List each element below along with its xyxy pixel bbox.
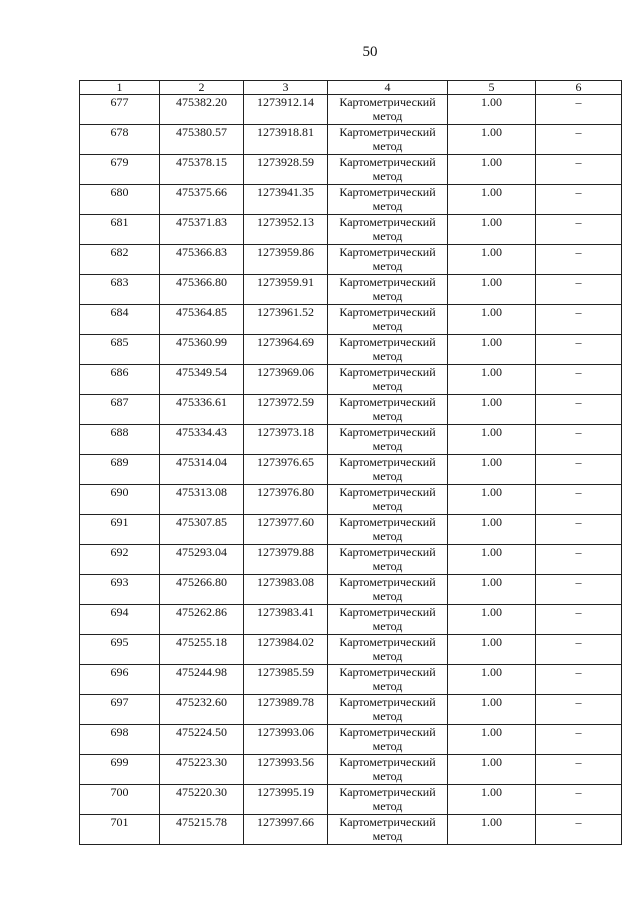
accuracy-cell: 1.00 (448, 125, 536, 155)
method-line-2: метод (372, 829, 403, 843)
note-cell: – (536, 455, 622, 485)
method-line-2: метод (372, 799, 403, 813)
method-cell (328, 785, 448, 815)
x-coordinate-cell: 475314.04 (160, 455, 244, 485)
x-coordinate-cell: 475360.99 (160, 335, 244, 365)
method-line-2: метод (372, 679, 403, 693)
note-cell: – (536, 155, 622, 185)
accuracy-cell: 1.00 (448, 485, 536, 515)
accuracy-cell: 1.00 (448, 365, 536, 395)
accuracy-cell: 1.00 (448, 665, 536, 695)
point-number-cell: 687 (80, 395, 160, 425)
accuracy-cell: 1.00 (448, 785, 536, 815)
column-header: 6 (536, 81, 622, 95)
method-line-1: Картометрический (339, 515, 436, 529)
method-cell (328, 155, 448, 185)
method-line-1: Картометрический (339, 545, 436, 559)
method-line-1: Картометрический (339, 305, 436, 319)
point-number-cell: 700 (80, 785, 160, 815)
method-line-1: Картометрический (339, 575, 436, 589)
y-coordinate-cell: 1273985.59 (244, 665, 328, 695)
method-cell (328, 215, 448, 245)
method-line-1: Картометрический (339, 635, 436, 649)
method-cell (328, 575, 448, 605)
x-coordinate-cell: 475223.30 (160, 755, 244, 785)
header-row (80, 81, 622, 95)
x-coordinate-cell: 475215.78 (160, 815, 244, 845)
method-cell (328, 485, 448, 515)
method-line-1: Картометрический (339, 95, 436, 109)
method-line-2: метод (372, 319, 403, 333)
x-coordinate-cell: 475293.04 (160, 545, 244, 575)
method-cell (328, 425, 448, 455)
method-line-2: метод (372, 199, 403, 213)
point-number-cell: 698 (80, 725, 160, 755)
column-header: 4 (328, 81, 448, 95)
method-line-1: Картометрический (339, 215, 436, 229)
y-coordinate-cell: 1273995.19 (244, 785, 328, 815)
y-coordinate-cell: 1273959.91 (244, 275, 328, 305)
method-cell (328, 605, 448, 635)
table-row (80, 395, 622, 425)
x-coordinate-cell: 475371.83 (160, 215, 244, 245)
table-row (80, 575, 622, 605)
table-row (80, 785, 622, 815)
table-row (80, 755, 622, 785)
x-coordinate-cell: 475382.20 (160, 95, 244, 125)
method-line-2: метод (372, 409, 403, 423)
table-row (80, 95, 622, 125)
table-row (80, 485, 622, 515)
note-cell: – (536, 305, 622, 335)
table-row (80, 545, 622, 575)
method-line-2: метод (372, 229, 403, 243)
note-cell: – (536, 665, 622, 695)
x-coordinate-cell: 475366.80 (160, 275, 244, 305)
page-number: 50 (362, 44, 378, 60)
x-coordinate-cell: 475336.61 (160, 395, 244, 425)
x-coordinate-cell: 475364.85 (160, 305, 244, 335)
table-row (80, 665, 622, 695)
method-line-1: Картометрический (339, 365, 436, 379)
table-row (80, 365, 622, 395)
x-coordinate-cell: 475262.86 (160, 605, 244, 635)
point-number-cell: 701 (80, 815, 160, 845)
table-body (80, 95, 622, 845)
x-coordinate-cell: 475375.66 (160, 185, 244, 215)
x-coordinate-cell: 475378.15 (160, 155, 244, 185)
point-number-cell: 693 (80, 575, 160, 605)
y-coordinate-cell: 1273984.02 (244, 635, 328, 665)
method-cell (328, 95, 448, 125)
note-cell: – (536, 95, 622, 125)
y-coordinate-cell: 1273983.41 (244, 605, 328, 635)
note-cell: – (536, 515, 622, 545)
point-number-cell: 679 (80, 155, 160, 185)
accuracy-cell: 1.00 (448, 155, 536, 185)
y-coordinate-cell: 1273912.14 (244, 95, 328, 125)
accuracy-cell: 1.00 (448, 635, 536, 665)
y-coordinate-cell: 1273976.65 (244, 455, 328, 485)
method-line-1: Картометрический (339, 725, 436, 739)
y-coordinate-cell: 1273997.66 (244, 815, 328, 845)
table-row (80, 425, 622, 455)
method-cell (328, 395, 448, 425)
method-line-1: Картометрический (339, 395, 436, 409)
y-coordinate-cell: 1273972.59 (244, 395, 328, 425)
point-number-cell: 681 (80, 215, 160, 245)
accuracy-cell: 1.00 (448, 575, 536, 605)
method-line-2: метод (372, 259, 403, 273)
note-cell: – (536, 425, 622, 455)
method-cell (328, 815, 448, 845)
table-row (80, 695, 622, 725)
method-line-1: Картометрический (339, 815, 436, 829)
point-number-cell: 688 (80, 425, 160, 455)
method-line-2: метод (372, 379, 403, 393)
method-cell (328, 305, 448, 335)
method-line-2: метод (372, 709, 403, 723)
method-line-1: Картометрический (339, 335, 436, 349)
x-coordinate-cell: 475220.30 (160, 785, 244, 815)
method-line-2: метод (372, 529, 403, 543)
x-coordinate-cell: 475224.50 (160, 725, 244, 755)
point-number-cell: 683 (80, 275, 160, 305)
table-row (80, 155, 622, 185)
method-line-2: метод (372, 499, 403, 513)
note-cell: – (536, 575, 622, 605)
y-coordinate-cell: 1273989.78 (244, 695, 328, 725)
table-row (80, 725, 622, 755)
method-line-1: Картометрический (339, 125, 436, 139)
method-line-1: Картометрический (339, 245, 436, 259)
accuracy-cell: 1.00 (448, 275, 536, 305)
y-coordinate-cell: 1273983.08 (244, 575, 328, 605)
note-cell: – (536, 395, 622, 425)
method-cell (328, 545, 448, 575)
note-cell: – (536, 755, 622, 785)
y-coordinate-cell: 1273952.13 (244, 215, 328, 245)
table-row (80, 215, 622, 245)
point-number-cell: 685 (80, 335, 160, 365)
column-header: 2 (160, 81, 244, 95)
method-cell (328, 185, 448, 215)
method-line-1: Картометрический (339, 785, 436, 799)
point-number-cell: 692 (80, 545, 160, 575)
method-line-1: Картометрический (339, 455, 436, 469)
table-row (80, 515, 622, 545)
y-coordinate-cell: 1273977.60 (244, 515, 328, 545)
note-cell: – (536, 695, 622, 725)
y-coordinate-cell: 1273928.59 (244, 155, 328, 185)
method-cell (328, 695, 448, 725)
table-row (80, 125, 622, 155)
point-number-cell: 684 (80, 305, 160, 335)
point-number-cell: 689 (80, 455, 160, 485)
table-row (80, 185, 622, 215)
accuracy-cell: 1.00 (448, 245, 536, 275)
method-line-2: метод (372, 469, 403, 483)
column-header: 1 (80, 81, 160, 95)
x-coordinate-cell: 475232.60 (160, 695, 244, 725)
y-coordinate-cell: 1273993.06 (244, 725, 328, 755)
note-cell: – (536, 485, 622, 515)
accuracy-cell: 1.00 (448, 815, 536, 845)
method-line-1: Картометрический (339, 275, 436, 289)
method-line-2: метод (372, 169, 403, 183)
point-number-cell: 677 (80, 95, 160, 125)
note-cell: – (536, 335, 622, 365)
note-cell: – (536, 545, 622, 575)
point-number-cell: 695 (80, 635, 160, 665)
point-number-cell: 686 (80, 365, 160, 395)
x-coordinate-cell: 475307.85 (160, 515, 244, 545)
note-cell: – (536, 365, 622, 395)
method-line-2: метод (372, 109, 403, 123)
point-number-cell: 697 (80, 695, 160, 725)
point-number-cell: 678 (80, 125, 160, 155)
method-line-2: метод (372, 769, 403, 783)
accuracy-cell: 1.00 (448, 755, 536, 785)
table-row (80, 305, 622, 335)
table-row (80, 275, 622, 305)
x-coordinate-cell: 475266.80 (160, 575, 244, 605)
y-coordinate-cell: 1273959.86 (244, 245, 328, 275)
method-line-1: Картометрический (339, 155, 436, 169)
accuracy-cell: 1.00 (448, 725, 536, 755)
table-row (80, 635, 622, 665)
x-coordinate-cell: 475255.18 (160, 635, 244, 665)
x-coordinate-cell: 475366.83 (160, 245, 244, 275)
accuracy-cell: 1.00 (448, 335, 536, 365)
y-coordinate-cell: 1273961.52 (244, 305, 328, 335)
column-header: 5 (448, 81, 536, 95)
accuracy-cell: 1.00 (448, 185, 536, 215)
method-line-1: Картометрический (339, 185, 436, 199)
method-line-2: метод (372, 139, 403, 153)
method-line-1: Картометрический (339, 425, 436, 439)
note-cell: – (536, 635, 622, 665)
note-cell: – (536, 605, 622, 635)
method-cell (328, 725, 448, 755)
x-coordinate-cell: 475244.98 (160, 665, 244, 695)
note-cell: – (536, 215, 622, 245)
point-number-cell: 682 (80, 245, 160, 275)
accuracy-cell: 1.00 (448, 215, 536, 245)
method-line-2: метод (372, 439, 403, 453)
y-coordinate-cell: 1273918.81 (244, 125, 328, 155)
table-row (80, 605, 622, 635)
method-line-2: метод (372, 739, 403, 753)
method-cell (328, 515, 448, 545)
note-cell: – (536, 185, 622, 215)
x-coordinate-cell: 475334.43 (160, 425, 244, 455)
point-number-cell: 696 (80, 665, 160, 695)
y-coordinate-cell: 1273964.69 (244, 335, 328, 365)
note-cell: – (536, 245, 622, 275)
method-line-1: Картометрический (339, 755, 436, 769)
table-row (80, 245, 622, 275)
note-cell: – (536, 785, 622, 815)
point-number-cell: 691 (80, 515, 160, 545)
note-cell: – (536, 725, 622, 755)
accuracy-cell: 1.00 (448, 605, 536, 635)
method-line-1: Картометрический (339, 665, 436, 679)
table-row (80, 815, 622, 845)
note-cell: – (536, 815, 622, 845)
accuracy-cell: 1.00 (448, 455, 536, 485)
coordinates-table (79, 80, 622, 845)
y-coordinate-cell: 1273969.06 (244, 365, 328, 395)
method-cell (328, 245, 448, 275)
method-line-2: метод (372, 559, 403, 573)
x-coordinate-cell: 475380.57 (160, 125, 244, 155)
accuracy-cell: 1.00 (448, 545, 536, 575)
table-row (80, 455, 622, 485)
note-cell: – (536, 275, 622, 305)
method-line-1: Картометрический (339, 605, 436, 619)
method-cell (328, 335, 448, 365)
method-cell (328, 455, 448, 485)
x-coordinate-cell: 475313.08 (160, 485, 244, 515)
point-number-cell: 690 (80, 485, 160, 515)
accuracy-cell: 1.00 (448, 515, 536, 545)
point-number-cell: 699 (80, 755, 160, 785)
method-cell (328, 275, 448, 305)
method-line-2: метод (372, 619, 403, 633)
method-line-1: Картометрический (339, 695, 436, 709)
accuracy-cell: 1.00 (448, 425, 536, 455)
method-line-2: метод (372, 649, 403, 663)
method-cell (328, 755, 448, 785)
method-line-2: метод (372, 589, 403, 603)
y-coordinate-cell: 1273973.18 (244, 425, 328, 455)
method-cell (328, 125, 448, 155)
method-cell (328, 665, 448, 695)
x-coordinate-cell: 475349.54 (160, 365, 244, 395)
method-line-1: Картометрический (339, 485, 436, 499)
method-line-2: метод (372, 349, 403, 363)
y-coordinate-cell: 1273979.88 (244, 545, 328, 575)
accuracy-cell: 1.00 (448, 305, 536, 335)
method-cell (328, 635, 448, 665)
point-number-cell: 680 (80, 185, 160, 215)
accuracy-cell: 1.00 (448, 695, 536, 725)
method-cell (328, 365, 448, 395)
point-number-cell: 694 (80, 605, 160, 635)
y-coordinate-cell: 1273976.80 (244, 485, 328, 515)
column-header: 3 (244, 81, 328, 95)
accuracy-cell: 1.00 (448, 95, 536, 125)
note-cell: – (536, 125, 622, 155)
y-coordinate-cell: 1273941.35 (244, 185, 328, 215)
y-coordinate-cell: 1273993.56 (244, 755, 328, 785)
accuracy-cell: 1.00 (448, 395, 536, 425)
table-row (80, 335, 622, 365)
method-line-2: метод (372, 289, 403, 303)
